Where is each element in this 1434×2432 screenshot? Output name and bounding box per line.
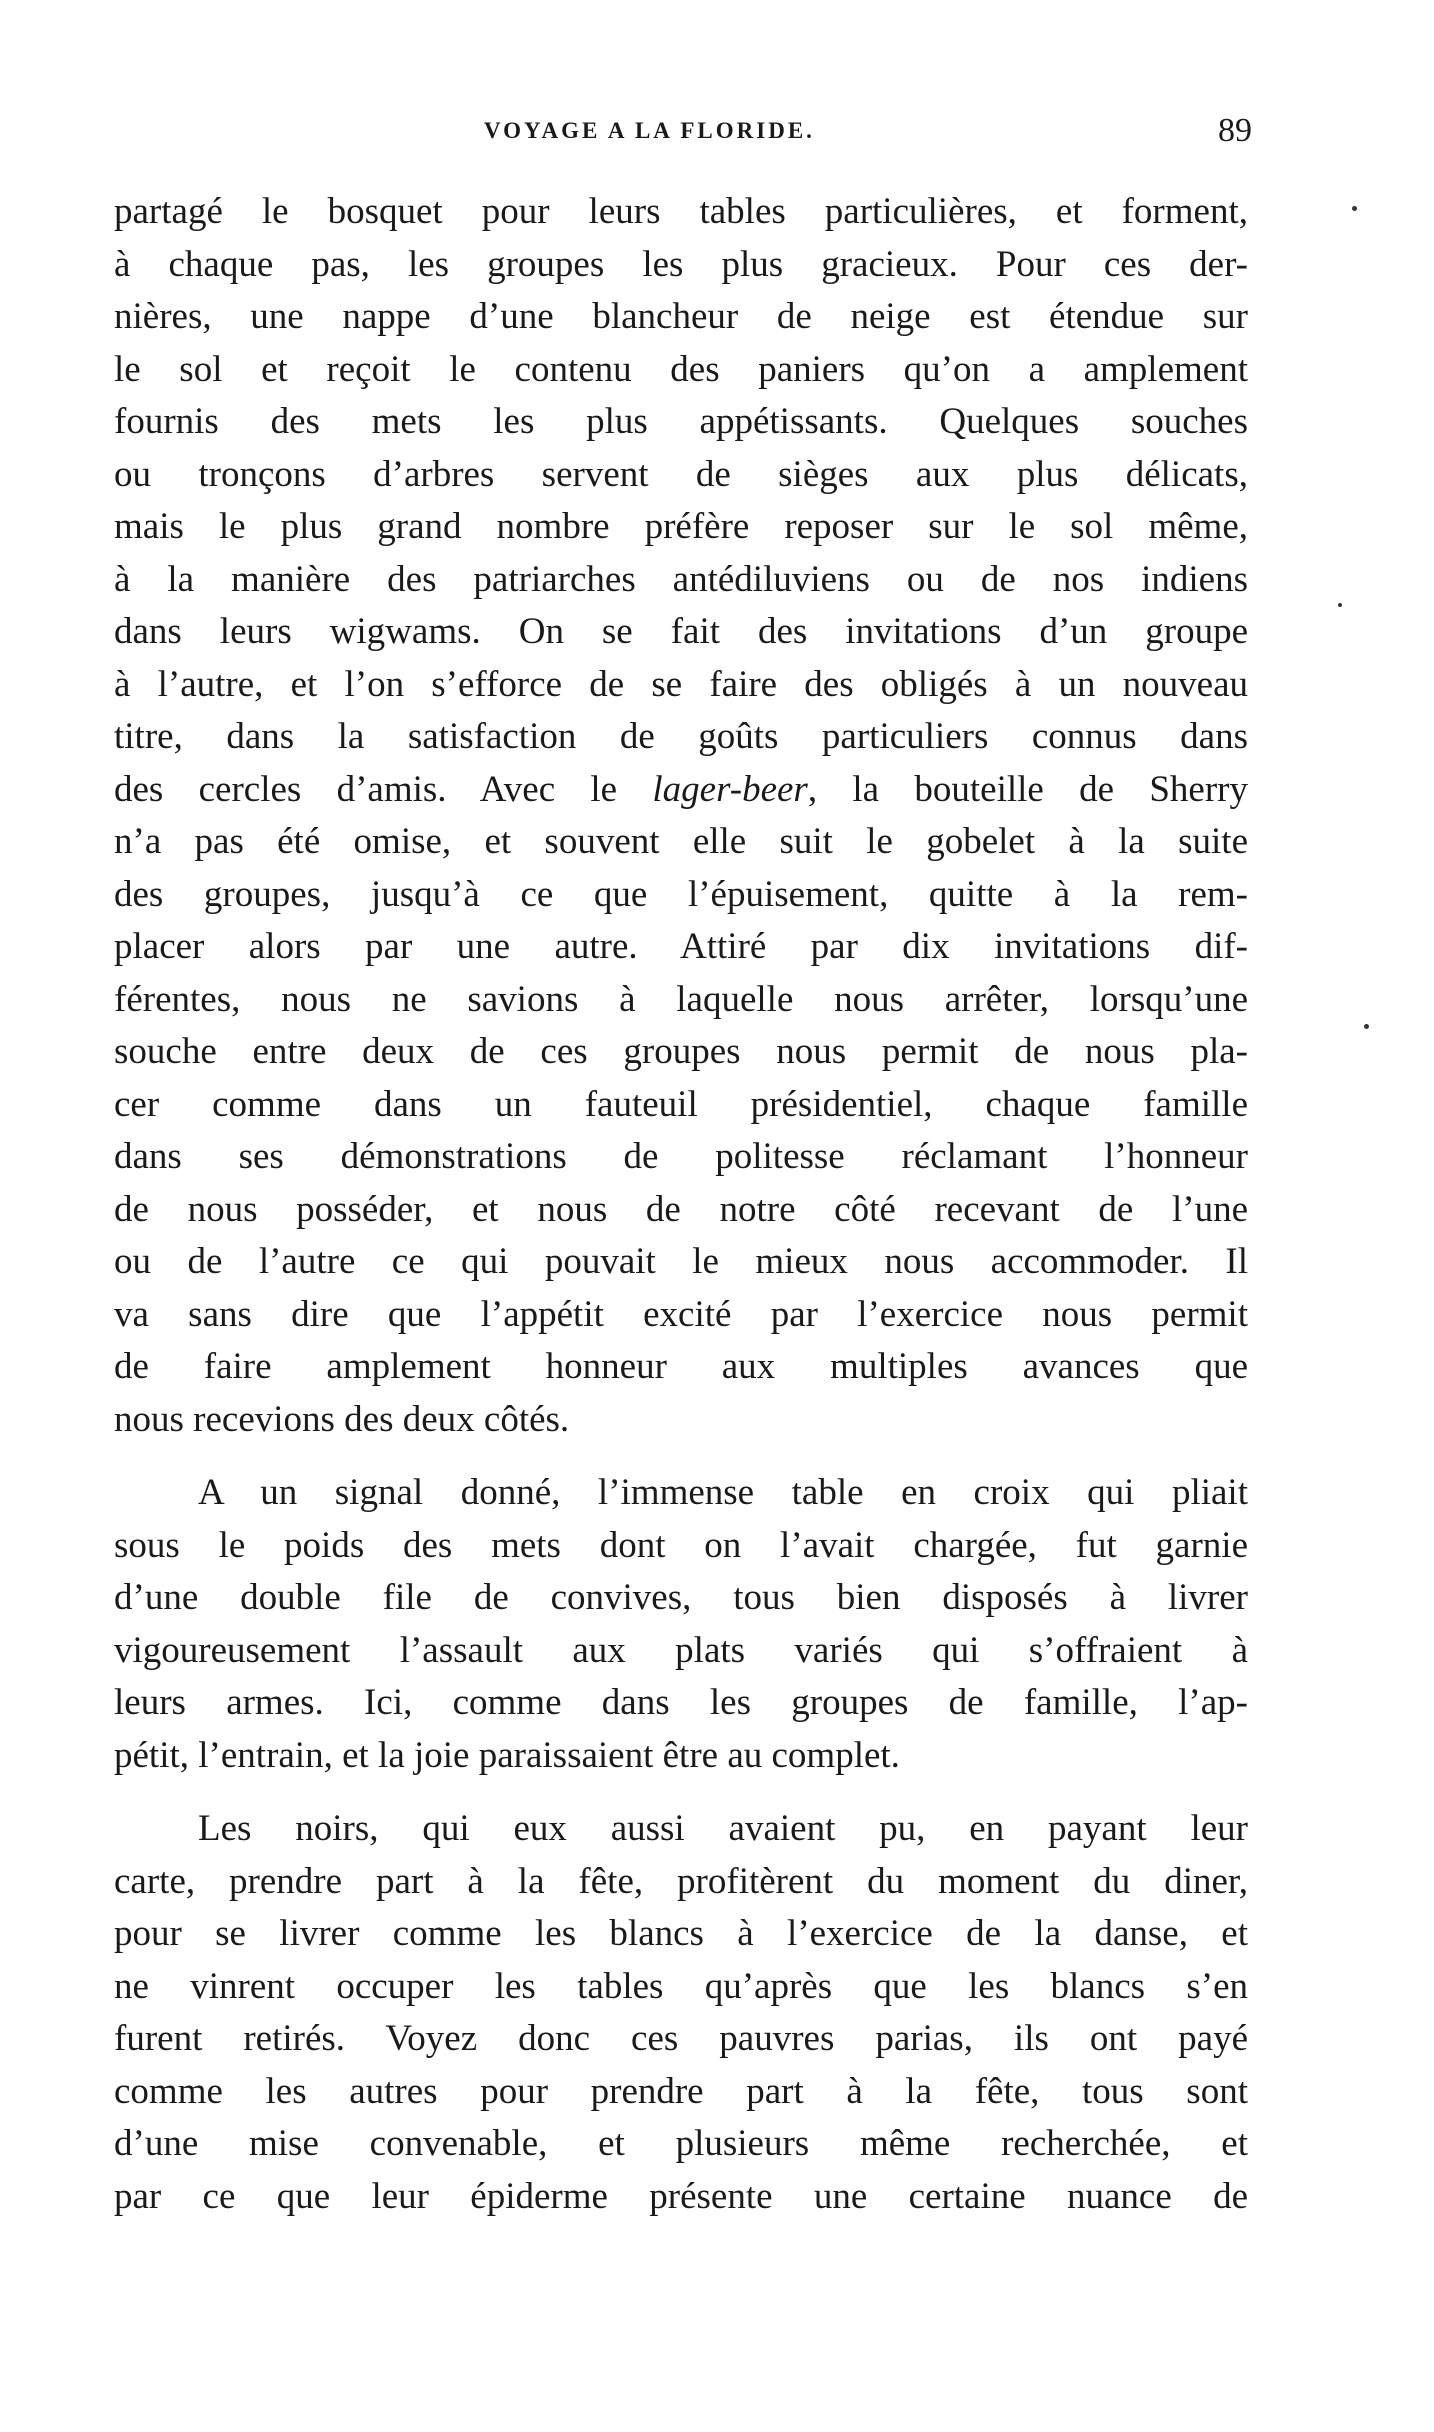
text-line: partagé le bosquet pour leurs tables particulières, et forment, [114,191,1248,232]
text-line: pour se livrer comme les blancs à l’exercice de la danse, et [114,1913,1248,1954]
text-line: comme les autres pour prendre part à la fête, tous sont [114,2070,1248,2112]
text-line: ne vinrent occuper les tables qu’après que les blancs s’en [114,1965,1248,2007]
text-line: leurs armes. Ici, comme dans les groupes de famille, l’ap- [114,1682,1248,1723]
text-line: furent retirés. Voyez donc ces pauvres parias, ils ont payé [114,2018,1248,2059]
text-line: dans leurs wigwams. On se fait des invitations d’un groupe [114,611,1248,652]
text-line [114,764,1248,817]
text-line: de nous posséder, et nous de notre côté recevant de l’une [114,1188,1248,1230]
text-line: d’une double file de convives, tous bien disposés à livrer [114,1577,1248,1618]
text-line: titre, dans la satisfaction de goûts particuliers connus dans [114,716,1248,757]
ink-speck [1352,206,1357,211]
text-line: cer comme dans un fauteuil présidentiel, chaque famille [114,1083,1248,1125]
text-line: dans ses démonstrations de politesse réclamant l’honneur [114,1136,1248,1177]
paragraph-gap [114,1446,1248,1467]
running-head [0,112,1434,158]
text-line: par ce que leur épiderme présente une certaine nuance de [114,2175,1248,2217]
text-line: sous le poids des mets dont on l’avait chargée, fut garnie [114,1524,1248,1566]
italic-term: lager-beer [652,768,808,810]
text-line: à la manière des patriarches antédiluviens ou de nos indiens [114,558,1248,600]
running-title: VOYAGE A LA FLORIDE. [484,118,815,143]
text-line: vigoureusement l’assault aux plats variés qui s’offraient à [114,1629,1248,1671]
text-line: pétit, l’entrain, et la joie paraissaient être au complet. [114,1734,900,1776]
paragraph [114,1467,1248,1782]
paragraph [114,186,1248,1446]
text-run: des cercles d’amis. Avec le [114,768,653,810]
text-line: placer alors par une autre. Attiré par dix invitations dif- [114,926,1248,967]
page-number: 89 [1218,112,1252,149]
text-line: A un signal donné, l’immense table en croix qui pliait [198,1472,1248,1513]
text-line: ou de l’autre ce qui pouvait le mieux nous accommoder. Il [114,1241,1248,1282]
text-line: fournis des mets les plus appétissants. Quelques souches [114,401,1248,442]
text-line: à chaque pas, les groupes les plus gracieux. Pour ces der- [114,243,1248,285]
text-line: des groupes, jusqu’à ce que l’épuisement, quitte à la rem- [114,873,1248,915]
text-line: nous recevions des deux côtés. [114,1398,570,1440]
text-line: d’une mise convenable, et plusieurs même recherchée, et [114,2123,1248,2164]
text-line: va sans dire que l’appétit excité par l’exercice nous permit [114,1293,1248,1335]
paragraph [114,1803,1248,2223]
text-line: carte, prendre part à la fête, profitèrent du moment du diner, [114,1860,1248,1902]
text-line: férentes, nous ne savions à laquelle nous arrêter, lorsqu’une [114,978,1248,1020]
text-line: le sol et reçoit le contenu des paniers qu’on a amplement [114,348,1248,390]
text-run: , la bouteille de Sherry [807,768,1248,810]
text-line: n’a pas été omise, et souvent elle suit le gobelet à la suite [114,821,1248,862]
text-line: à l’autre, et l’on s’efforce de se faire des obligés à un nouveau [114,663,1248,705]
ink-speck [1364,1024,1369,1029]
text-line: mais le plus grand nombre préfère reposer sur le sol même, [114,506,1248,547]
ink-speck [1338,603,1342,607]
text-line: de faire amplement honneur aux multiples avances que [114,1346,1248,1387]
text-line: Les noirs, qui eux aussi avaient pu, en payant leur [198,1808,1248,1849]
text-line: ou tronçons d’arbres servent de sièges aux plus délicats, [114,453,1248,495]
body-text [114,186,1248,2223]
text-line: nières, une nappe d’une blancheur de neige est étendue sur [114,296,1248,337]
paragraph-gap [114,1782,1248,1803]
text-line: souche entre deux de ces groupes nous permit de nous pla- [114,1031,1248,1072]
